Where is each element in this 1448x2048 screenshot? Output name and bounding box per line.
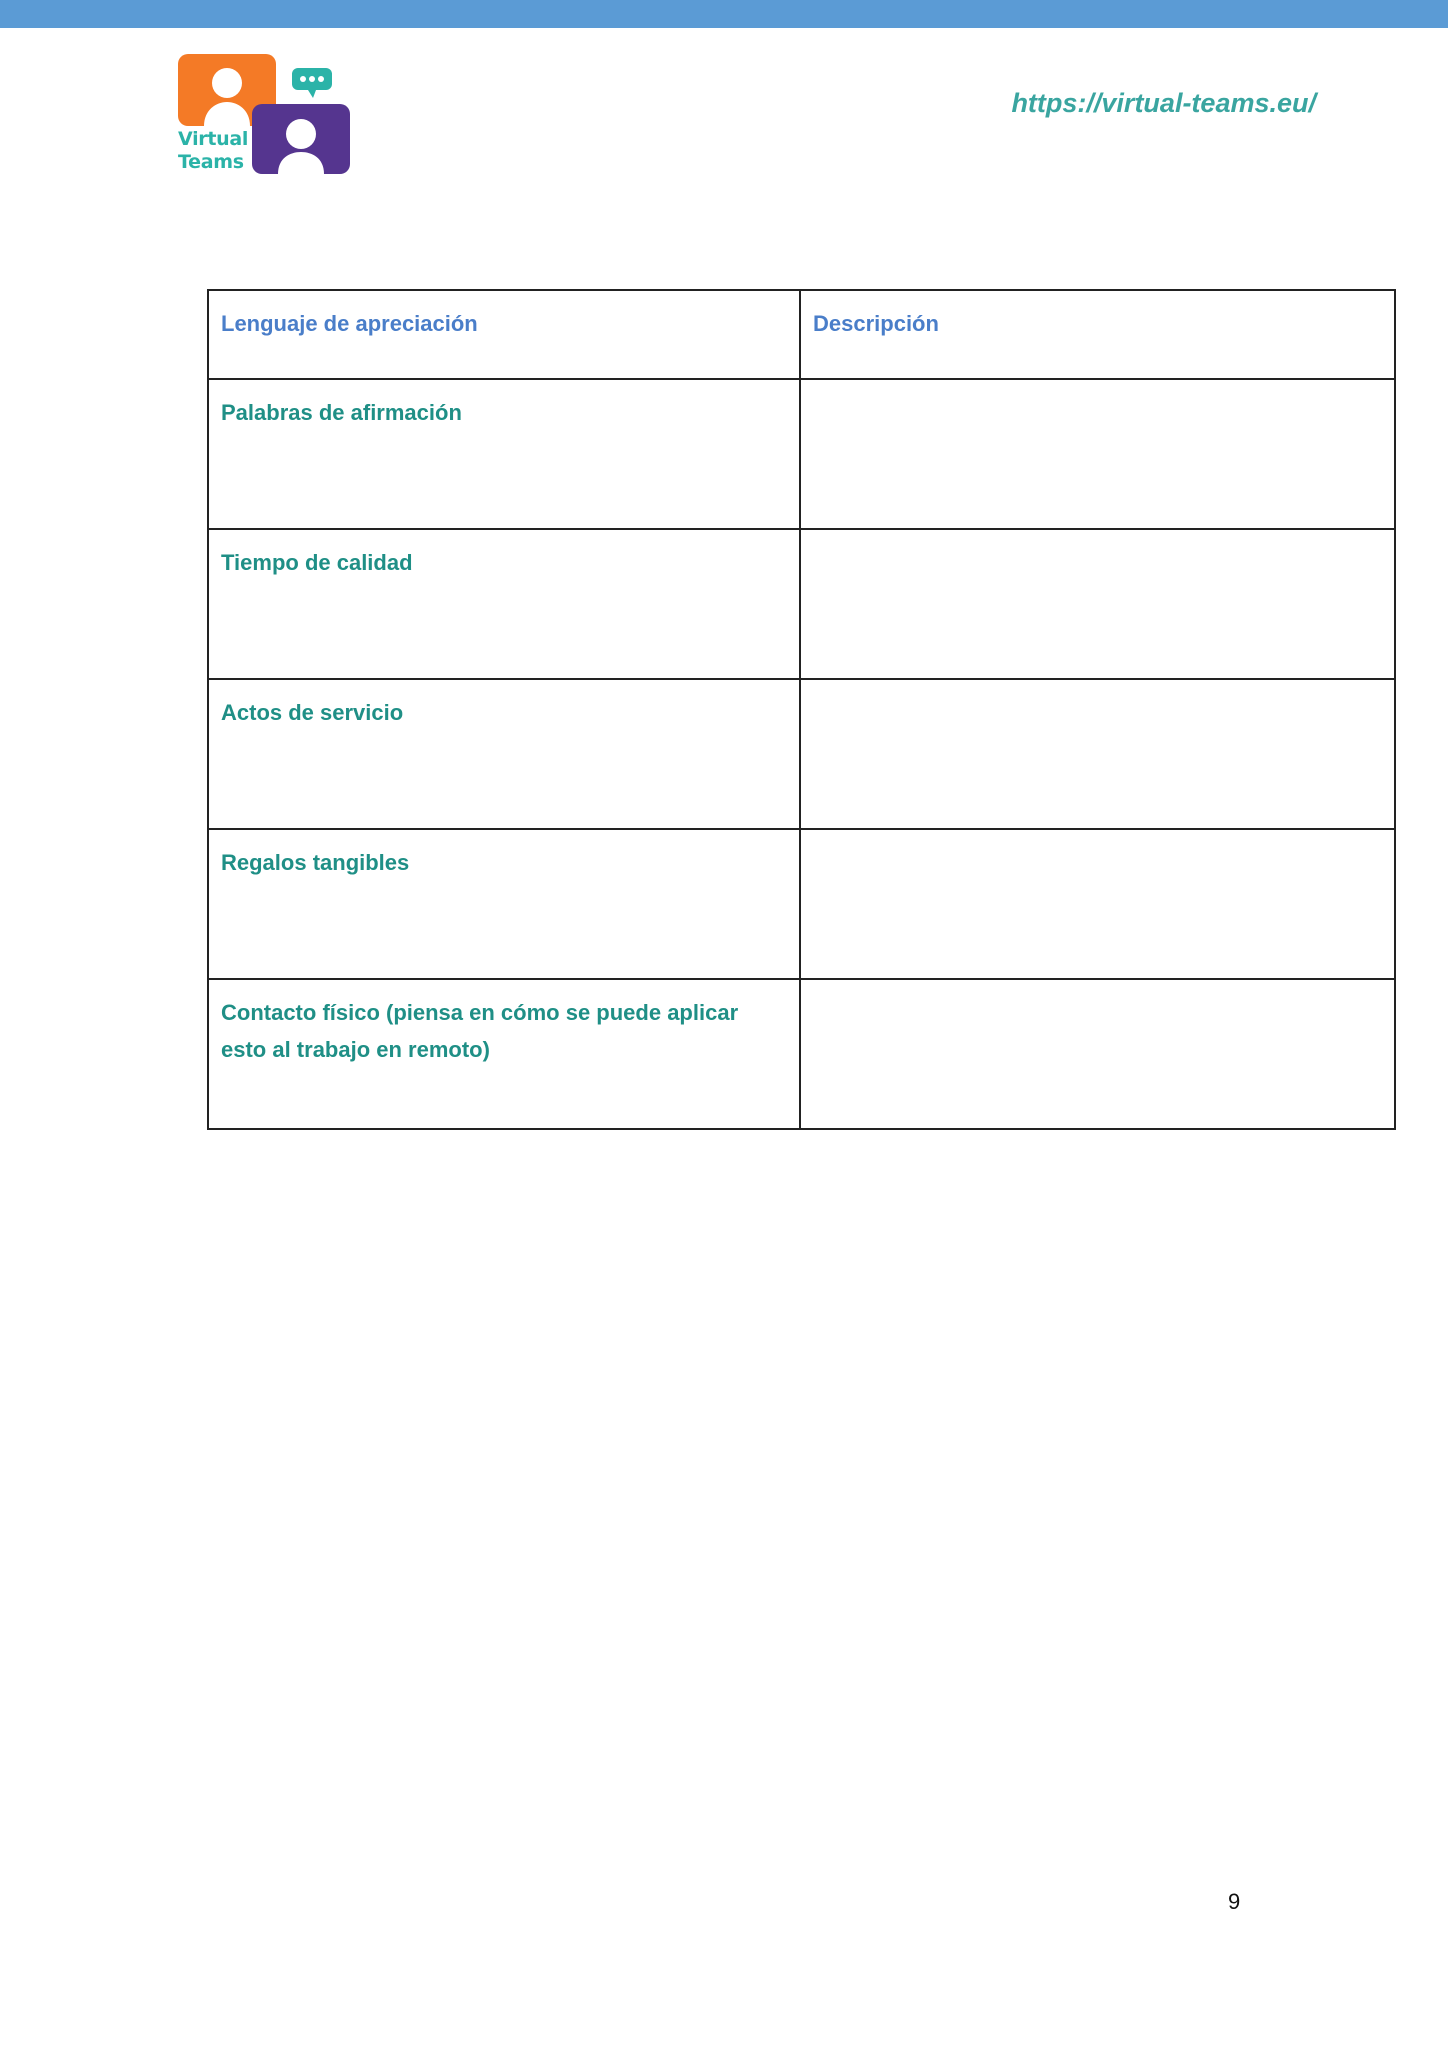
description-cell[interactable] [800,379,1395,529]
language-cell: Palabras de afirmación [208,379,800,529]
description-cell[interactable] [800,979,1395,1129]
virtual-teams-logo [176,52,354,178]
table-row [208,679,1395,829]
language-cell: Tiempo de calidad [208,529,800,679]
logo-text-line1: Virtual [178,128,249,150]
language-cell: Actos de servicio [208,679,800,829]
appreciation-languages-table [207,289,1396,1130]
table-row [208,529,1395,679]
description-cell[interactable] [800,679,1395,829]
site-url-link[interactable]: https://virtual-teams.eu/ [1011,88,1316,118]
column-header-language: Lenguaje de apreciación [208,290,800,379]
logo-text-line2: Teams [178,151,244,173]
language-cell: Regalos tangibles [208,829,800,979]
logo-wordmark [178,128,248,174]
page-number: 9 [1228,1889,1241,1914]
table-header-row [208,290,1395,379]
column-header-description: Descripción [800,290,1395,379]
table-row [208,829,1395,979]
table-row [208,379,1395,529]
description-cell[interactable] [800,829,1395,979]
top-color-bar [0,0,1448,28]
table-row [208,979,1395,1129]
description-cell[interactable] [800,529,1395,679]
language-cell: Contacto físico (piensa en cómo se puede aplicar esto al trabajo en remoto) [208,979,800,1129]
